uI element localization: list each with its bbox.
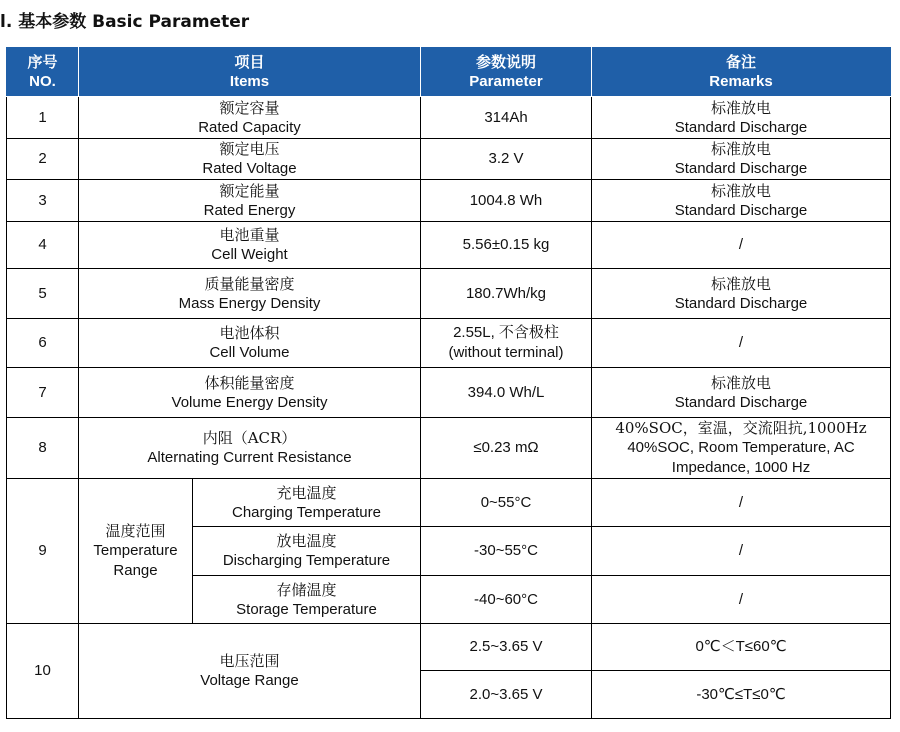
row-no: 9: [7, 479, 79, 624]
row-parameter: 314Ah: [421, 97, 592, 139]
table-header-row: [7, 48, 891, 97]
item-en: Rated Energy: [203, 201, 296, 219]
remark-line-3: Impedance, 1000 Hz: [671, 459, 811, 476]
row-remark: /: [592, 222, 891, 269]
item-en: Alternating Current Resistance: [147, 449, 352, 466]
row-parameter: 1004.8 Wh: [421, 180, 592, 222]
row-item: [79, 418, 421, 479]
row-item: [79, 139, 421, 180]
row-parameter: ≤0.23 mΩ: [421, 418, 592, 479]
item-en: Cell Volume: [209, 344, 290, 361]
row-item: [79, 269, 421, 319]
row-remark: 0℃＜T≤60℃: [592, 624, 891, 671]
row-remark: [592, 139, 891, 180]
row-no: 5: [7, 269, 79, 319]
row-parameter: 0~55°C: [421, 479, 592, 527]
row-parameter: -30~55°C: [421, 527, 592, 576]
header-no: [7, 48, 79, 97]
remark-en: Standard Discharge: [674, 118, 808, 136]
remark-zh: 标准放电: [710, 274, 771, 293]
sub-item: [193, 479, 421, 527]
row-remark: /: [592, 319, 891, 368]
item-zh: 电池重量: [219, 226, 280, 244]
item-zh: 额定容量: [219, 98, 280, 117]
voltage-item-en: Voltage Range: [200, 672, 299, 689]
row-remark: [592, 97, 891, 139]
row-parameter: 3.2 V: [421, 139, 592, 180]
table-row: [7, 139, 891, 180]
header-remarks-en: Remarks: [709, 73, 773, 90]
item-zh: 额定能量: [219, 181, 280, 200]
temperature-group-en-1: Temperature: [93, 542, 178, 559]
header-remarks: [592, 48, 891, 97]
item-en: Rated Voltage: [202, 160, 297, 177]
item-zh: 体积能量密度: [204, 373, 295, 392]
item-zh: 内阻（ACR）: [202, 429, 297, 447]
row-item: [79, 319, 421, 368]
row-remark: /: [592, 576, 891, 624]
item-en: Mass Energy Density: [178, 294, 321, 312]
remark-en: Standard Discharge: [674, 160, 808, 177]
item-en: Rated Capacity: [198, 118, 301, 136]
parameter-line-2: (without terminal): [448, 344, 564, 361]
temperature-group-zh: 温度范围: [105, 522, 166, 540]
row-no: 6: [7, 319, 79, 368]
sub-item-zh: 放电温度: [276, 532, 337, 550]
header-parameter-zh: 参数说明: [475, 53, 536, 71]
row-no: 8: [7, 418, 79, 479]
remark-zh: 标准放电: [710, 181, 771, 200]
table-row: [7, 180, 891, 222]
table-row: [7, 624, 891, 671]
temperature-group-en-2: Range: [113, 562, 158, 579]
header-parameter-en: Parameter: [469, 73, 543, 90]
row-no: 3: [7, 180, 79, 222]
sub-item: [193, 576, 421, 624]
row-item: [79, 368, 421, 418]
row-remark: [592, 418, 891, 479]
sub-item-zh: 充电温度: [276, 483, 337, 502]
row-item: [79, 222, 421, 269]
row-remark: /: [592, 479, 891, 527]
row-remark: /: [592, 527, 891, 576]
remark-line-2: 40%SOC, Room Temperature, AC: [627, 439, 855, 456]
remark-en: Standard Discharge: [674, 393, 808, 411]
remark-zh: 标准放电: [710, 373, 771, 392]
sub-item-zh: 存储温度: [276, 580, 337, 599]
item-zh: 质量能量密度: [204, 274, 295, 293]
remark-zh: 标准放电: [710, 140, 771, 158]
sub-item-en: Charging Temperature: [232, 503, 381, 521]
row-no: 4: [7, 222, 79, 269]
item-zh: 电池体积: [219, 324, 280, 342]
voltage-item: [79, 624, 421, 719]
table-row: [7, 97, 891, 139]
table-row: [7, 479, 891, 527]
row-parameter: 180.7Wh/kg: [421, 269, 592, 319]
row-parameter: 394.0 Wh/L: [421, 368, 592, 418]
remark-en: Standard Discharge: [674, 294, 808, 312]
row-parameter: 5.56±0.15 kg: [421, 222, 592, 269]
section-title: l. 基本参数 Basic Parameter: [0, 12, 250, 32]
table-row: [7, 418, 891, 479]
row-remark: [592, 269, 891, 319]
row-parameter: 2.0~3.65 V: [421, 671, 592, 719]
row-no: 2: [7, 139, 79, 180]
sub-item-en: Discharging Temperature: [222, 552, 391, 569]
header-items: [79, 48, 421, 97]
header-items-zh: 项目: [234, 53, 265, 71]
row-remark: [592, 180, 891, 222]
row-parameter: 2.5~3.65 V: [421, 624, 592, 671]
header-parameter: [421, 48, 592, 97]
header-no-en: NO.: [29, 73, 56, 90]
remark-zh: 标准放电: [710, 98, 771, 117]
sub-item: [193, 527, 421, 576]
row-no: 10: [7, 624, 79, 719]
row-remark: -30℃≤T≤0℃: [592, 671, 891, 719]
voltage-item-zh: 电压范围: [219, 652, 280, 670]
remark-en: Standard Discharge: [674, 201, 808, 219]
basic-parameter-table: [6, 47, 891, 719]
header-no-zh: 序号: [27, 53, 58, 71]
row-no: 1: [7, 97, 79, 139]
row-item: [79, 180, 421, 222]
temperature-group: [79, 479, 193, 624]
row-parameter: [421, 319, 592, 368]
parameter-line-1: 2.55L, 不含极柱: [453, 324, 559, 341]
header-remarks-zh: 备注: [725, 53, 756, 71]
row-remark: [592, 368, 891, 418]
table-row: [7, 222, 891, 269]
table-row: [7, 368, 891, 418]
row-item: [79, 97, 421, 139]
row-no: 7: [7, 368, 79, 418]
table-row: [7, 269, 891, 319]
sub-item-en: Storage Temperature: [236, 600, 377, 618]
item-en: Volume Energy Density: [171, 393, 328, 411]
header-items-en: Items: [229, 73, 270, 90]
item-zh: 额定电压: [219, 140, 280, 158]
item-en: Cell Weight: [211, 246, 288, 263]
row-parameter: -40~60°C: [421, 576, 592, 624]
table-row: [7, 319, 891, 368]
remark-line-1: 40%SOC，室温，交流阻抗,1000Hz: [615, 419, 867, 437]
